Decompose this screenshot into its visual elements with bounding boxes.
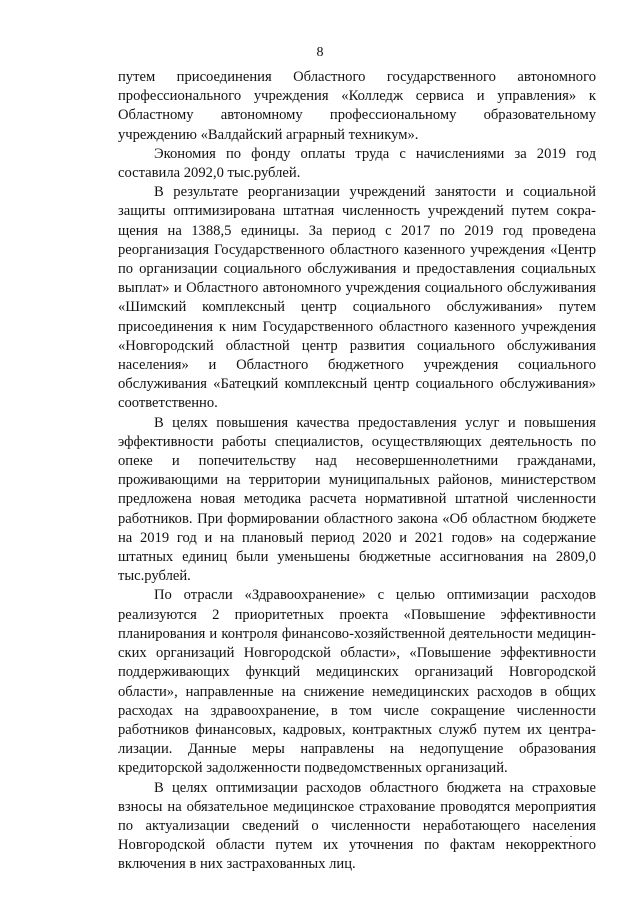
document-body	[118, 68, 596, 875]
paragraph-healthcare-projects: По отрасли «Здравоохранение» с целью оптимизации расходов реализуются 2 приоритетных проекта «Повышение эффективности планирования и контроля финансово-хозяйственной деятельности медицинских организаций Новгородской области», «Повышение эффективности поддерживающих функций медицинских организаций Новгородской области», направленные на снижение немедицинских расходов в общих расходах на здравоохранение, в том числе сокращение численности работников финансовых, кадровых, контрактных служб путем их централизации. Данные меры направлены на недопущение образования кредиторской задолженности подведомственных организаций.	[118, 587, 596, 777]
paragraph-college-merger: путем присоединения Областного государственного автономного профессионального учреждения «Колледж сервиса и управления» к Областному автономному профессиональному образовательному учреждению «Валдайский аграрный техникум».	[118, 69, 596, 143]
paragraph-payroll-savings: Экономия по фонду оплаты труда с начислениями за 2019 год составила 2092,0 тыс.рублей.	[118, 145, 596, 182]
scan-speck	[570, 836, 572, 837]
page-number: 8	[316, 45, 324, 60]
paragraph-medical-insurance: В целях оптимизации расходов областного бюджета на страховые взносы на обязательное медицинское страхование проводятся мероприятия по актуализации сведений о численности неработающего населения Новгородской области путем их уточнения по фактам некорректного включения в них застрахованных лиц.	[118, 779, 596, 873]
paragraph-guardianship-staffing: В целях повышения качества предоставления услуг и повышения эффективности работы специалистов, осуществляющих деятельность по опеке и попечительству над несовершеннолетними гражданами, проживающими на территории муниципальных районов, министерством предложена новая методика расчета нормативной штатной численности работников. При формировании областного закона «Об областном бюджете на 2019 год и на плановый период 2020 и 2021 годов» на содержание штатных единиц были уменьшены бюджетные ассигнования на 2809,0 тыс.рублей.	[118, 414, 596, 585]
paragraph-social-protection-reorganization: В результате реорганизации учреждений занятости и социальной защиты оптимизирована штатная численность учреждений путем сокращения на 1388,5 единицы. За период с 2017 по 2019 год проведена реорганизация Государственного областного казенного учреждения «Центр по организации социального обслуживания и предоставления социальных выплат» и Областного автономного учреждения социального обслуживания «Шимский комплексный центр социального обслуживания» путем присоединения к ним Государственного областного казенного учреждения «Новгородский областной центр развития социального обслуживания населения» и Областного бюджетного учреждения социального обслуживания «Батецкий комплексный центр социального обслуживания» соответственно.	[118, 184, 596, 412]
